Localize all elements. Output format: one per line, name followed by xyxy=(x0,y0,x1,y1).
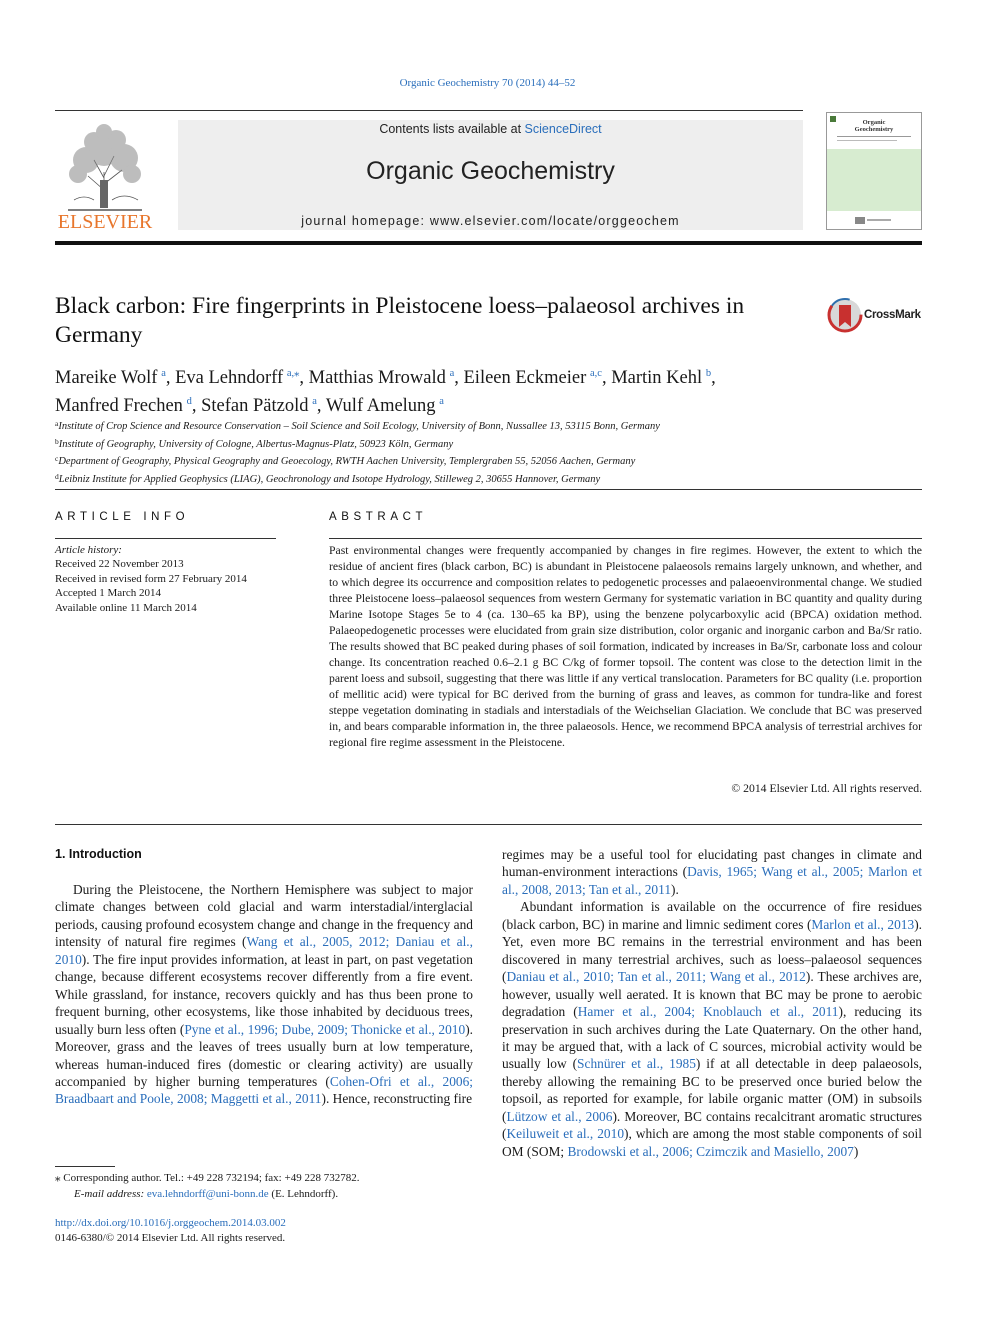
body-text: ) if at all detectable in deep palaeosols, thereby allowing the remaining BC to be preserved once buried below the topsoil, as reported for example, for labile organic matter (OM) in subsoils ( xyxy=(502,1056,923,1124)
header-thick-rule xyxy=(55,241,922,245)
svg-text:ELSEVIER: ELSEVIER xyxy=(57,211,153,232)
author-name: Wulf Amelung xyxy=(325,396,436,416)
svg-text:Geochemistry: Geochemistry xyxy=(854,126,894,133)
affiliation-item xyxy=(55,435,925,453)
article-info-heading: ARTICLE INFO xyxy=(55,511,190,523)
abstract-heading: ABSTRACT xyxy=(329,511,428,523)
affiliation-item xyxy=(55,470,925,488)
abstract-rule xyxy=(329,538,922,539)
history-revised: Received in revised form 27 February 2014 xyxy=(55,572,247,585)
footnotes xyxy=(55,1170,475,1202)
author-separator: , xyxy=(165,368,176,388)
article-history xyxy=(55,543,285,615)
author-separator: , xyxy=(711,368,716,388)
header-rule xyxy=(55,110,803,111)
citation-link[interactable]: Pyne et al., 1996; Dube, 2009; Thonicke et al., 2010 xyxy=(184,1021,466,1037)
body-text: ). The fire input provides information, at least in part, on past vegetation change, because different ecosystems recover differently from a fire event. While grassland, for instance, recovers quickly and has thus been prone to frequent burning, other ecosystems, like those inhabited by deciduous trees, usually burn less often ( xyxy=(55,951,473,1037)
intro-paragraph-1 xyxy=(55,881,473,1108)
author-name: Manfred Frechen xyxy=(55,396,183,416)
author-affiliation-marker[interactable]: a xyxy=(161,368,166,379)
author-separator: , xyxy=(316,396,326,416)
author-name: Eva Lehndorff xyxy=(175,368,284,388)
body-text: ). These archives are, however, usually well aerated. It is known that BC may be prone to aerobic degradation ( xyxy=(502,969,922,1020)
history-received: Received 22 November 2013 xyxy=(55,558,184,571)
citation-link[interactable]: Keiluweit et al., 2010 xyxy=(506,1126,625,1142)
citation-link[interactable]: Lützow et al., 2006 xyxy=(506,1108,613,1124)
body-text: Abundant information is available on the occurrence of fire residues (black carbon, BC) in marine and limnic sediment cores ( xyxy=(502,899,922,932)
author-name: Stefan Pätzold xyxy=(201,396,309,416)
elsevier-logo xyxy=(54,120,156,232)
author-separator: , xyxy=(299,368,309,388)
affiliation-item xyxy=(55,417,925,435)
author-list xyxy=(55,362,925,418)
author-affiliation-marker[interactable]: a xyxy=(312,396,317,407)
body-text: regimes may be a useful tool for elucidating past changes in climate and human-environment interactions ( xyxy=(502,847,922,880)
body-text: ), reducing its preservation in such archives during the Late Quaternary. On the other hand, it may be argued that, with a lack of C sources, microbial activity would be usually low ( xyxy=(502,1004,922,1072)
elsevier-tree-icon xyxy=(54,120,156,232)
citation-link[interactable]: Daniau et al., 2010; Tan et al., 2011; Wang et al., 2012 xyxy=(506,969,806,985)
body-text: ). Moreover, BC contains recalcitrant aromatic structures ( xyxy=(502,1108,922,1142)
citation-link[interactable]: Wang et al., 2005, 2012; Daniau et al., 2010 xyxy=(55,934,473,967)
doi-block xyxy=(55,1216,475,1246)
history-heading: Article history: xyxy=(55,544,122,556)
author-separator: , xyxy=(454,368,464,388)
citation-link[interactable]: Davis, 1965; Wang et al., 2005; Marlon et al., 2008, 2013; Tan et al., 2011 xyxy=(502,864,922,897)
journal-cover xyxy=(826,112,922,230)
author-separator: , xyxy=(601,368,612,388)
affiliation-text: Institute of Geography, University of Cologne, Albertus-Magnus-Platz, 50923 Köln, Germany xyxy=(58,438,454,450)
article-info-rule xyxy=(55,538,276,539)
affiliation-text: Institute of Crop Science and Resource Conservation – Soil Science and Soil Ecology, University of Bonn, Nussallee 13, 53115 Bonn, Germany xyxy=(58,421,660,432)
contents-prefix: Contents lists available at xyxy=(379,122,525,136)
affiliation-key: c xyxy=(55,454,59,464)
email-note xyxy=(55,1186,475,1202)
issn-line: 0146-6380/© 2014 Elsevier Ltd. All rights reserved. xyxy=(55,1232,286,1244)
doi-link[interactable]: http://dx.doi.org/10.1016/j.orggeochem.2014.03.002 xyxy=(55,1217,286,1229)
citation-link[interactable]: Hamer et al., 2004; Knoblauch et al., 2011 xyxy=(577,1004,839,1020)
intro-paragraph-1-continued xyxy=(502,846,922,898)
corresponding-author-note: ⁎ Corresponding author. Tel.: +49 228 732194; fax: +49 228 732782. xyxy=(55,1172,360,1184)
article-title: Black carbon: Fire fingerprints in Pleistocene loess–palaeosol archives in Germany xyxy=(55,293,745,348)
section-rule xyxy=(55,489,922,490)
journal-citation[interactable]: Organic Geochemistry 70 (2014) 44–52 xyxy=(399,77,576,89)
author-affiliation-marker[interactable]: a xyxy=(439,396,444,407)
journal-homepage[interactable]: journal homepage: www.elsevier.com/locate/orggeochem xyxy=(301,214,680,228)
history-accepted: Accepted 1 March 2014 xyxy=(55,587,161,600)
journal-header-box xyxy=(178,120,803,230)
affiliation-text: Department of Geography, Physical Geography and Geoecology, RWTH Aachen University, Templergraben 55, 52056 Aachen, Germany xyxy=(58,456,636,468)
contents-line xyxy=(178,122,803,136)
cover-thumbnail-icon xyxy=(827,113,921,229)
email-link[interactable]: eva.lehndorff@uni-bonn.de xyxy=(146,1188,269,1200)
email-suffix: (E. Lehndorff). xyxy=(268,1188,339,1200)
body-text: ). Hence, reconstructing fire xyxy=(321,1091,473,1107)
affiliation-text: Leibniz Institute for Applied Geophysics (LIAG), Geochronology and Isotope Hydrology, Stilleweg 2, 30655 Hannover, Germany xyxy=(58,473,601,485)
body-text: ). xyxy=(671,881,679,897)
section-heading-introduction: 1. Introduction xyxy=(55,847,142,861)
body-text: ), which are among the most stable components of soil OM (SOM; xyxy=(502,1126,922,1159)
author-affiliation-marker[interactable]: a,⁎ xyxy=(286,368,300,379)
journal-title: Organic Geochemistry xyxy=(366,157,615,185)
citation-link[interactable]: Brodowski et al., 2006; Czimczik and Masiello, 2007 xyxy=(567,1143,854,1159)
crossmark-label[interactable]: CrossMark xyxy=(864,309,921,321)
body-rule xyxy=(55,824,922,825)
sciencedirect-link[interactable]: ScienceDirect xyxy=(524,122,602,136)
citation-link[interactable]: Schnürer et al., 1985 xyxy=(577,1056,696,1072)
abstract-text: Past environmental changes were frequently accompanied by changes in fire regimes. However, the extent to which the residue of ancient fires (black carbon, BC) is abundant in Pleistocene palaeosols remains largely unknown, and whether, and to which degree its occurrence and composition relates to pedogenetic processes and palaeoenvironmental change. We studied three Pleistocene loess–palaeosol sequences from western Germany for systematic variation in BC quantity and quality during Marine Isotope Stages 5e to 4 (ca. 130–65 ka BP), using the benzene polycarboxylic acid (BPCA) oxidation method. Palaeopedogenetic processes were elucidated from grain size distribution, color organic and inorganic carbon and Ba/Sr ratio. The results showed that BC peaked during phases of soil formation, indicated by increases in Ba/Sr, carbonate loss and colour change. Its concentration reached 0.6–2.1 g BC C/kg of former topsoil. The content was close to the detection limit in the parent loess and subsoil, suggesting that there was little if any vertical translocation. Parameters for BC quality (i.e. proportion of mellitic acid) were typical for BC derived from the burning of grass and leaves, as common for tundra-like and forest steppe vegetation dominating in stadials and interstadials of the Weichselian Glaciation. We conclude that BC was preserved in, and bears comparable information in, the three palaeosols. Hence, we recommend BPCA analysis of terrestrial archives for regional fire regime assessment in the Pleistocene. xyxy=(329,544,922,749)
affiliation-list xyxy=(55,417,925,487)
author-affiliation-marker[interactable]: b xyxy=(705,368,712,379)
footnote-rule xyxy=(55,1166,115,1167)
affiliation-item xyxy=(55,452,925,470)
author-name: Martin Kehl xyxy=(611,368,703,388)
author-affiliation-marker[interactable]: a xyxy=(449,368,455,379)
citation-link[interactable]: Cohen-Ofri et al., 2006; Braadbaart and Poole, 2008; Maggetti et al., 2011 xyxy=(55,1073,473,1107)
author-separator: , xyxy=(191,396,202,416)
body-text: ) xyxy=(853,1143,859,1159)
affiliation-key: a xyxy=(55,419,59,428)
citation-link[interactable]: Marlon et al., 2013 xyxy=(811,916,915,932)
affiliation-key: d xyxy=(55,471,59,481)
body-column-right xyxy=(502,846,922,1160)
body-text: ). Yet, even more BC remains in the terrestrial environment and has been discovered in many terrestrial archives, such as loess–palaeosol sequences ( xyxy=(502,916,922,985)
email-label: E-mail address: xyxy=(74,1188,147,1200)
body-text: During the Pleistocene, the Northern Hemisphere was subject to major climate changes between cold glacial and warm interstadial/interglacial periods, causing profound ecosystem change and change in the frequency and intensity of natural fire regimes ( xyxy=(55,882,473,950)
svg-text:Organic: Organic xyxy=(862,119,886,126)
crossmark-icon xyxy=(827,297,863,333)
body-text: ). Moreover, grass and the leaves of trees usually burn at low temperature, whereas human-induced fires (domestic or clearing activity) are usually accompanied by higher burning temperatures ( xyxy=(55,1021,473,1089)
author-affiliation-marker[interactable]: a,c xyxy=(589,368,602,379)
history-online: Available online 11 March 2014 xyxy=(55,601,197,614)
affiliation-key: b xyxy=(55,436,59,446)
intro-paragraph-2 xyxy=(502,898,922,1160)
author-name: Mareike Wolf xyxy=(55,368,158,388)
author-affiliation-marker[interactable]: d xyxy=(186,396,192,407)
body-column-left xyxy=(55,881,473,1108)
abstract-copyright: © 2014 Elsevier Ltd. All rights reserved. xyxy=(731,782,922,795)
author-name: Matthias Mrowald xyxy=(308,368,446,388)
author-name: Eileen Eckmeier xyxy=(463,368,587,388)
